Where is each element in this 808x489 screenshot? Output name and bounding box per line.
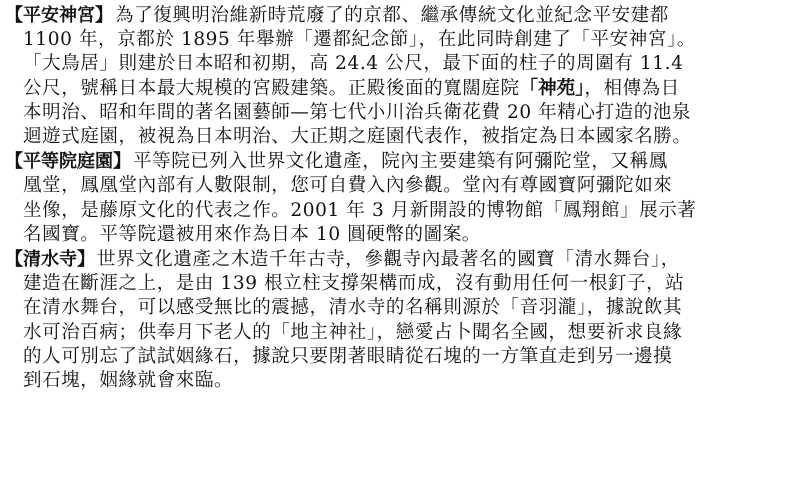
text-line: 凰堂，鳳凰堂內部有人數限制，您可自費入內參觀。堂內有尊國寶阿彌陀如來 — [23, 175, 673, 197]
text-line: 到石塊，姻緣就會來臨。 — [23, 370, 234, 392]
section-byodoin-garden — [5, 150, 802, 247]
text-line-content: 為了復興明治維新時荒廢了的京都、繼承傳統文化並紀念平安建都 — [115, 5, 669, 26]
section-kiyomizu-dera — [5, 248, 802, 393]
text-line-content: ，相傳為日 — [584, 77, 680, 99]
section-heading: 【平安神宮】 — [5, 5, 113, 26]
section-heading: 【清水寺】 — [5, 249, 95, 271]
text-line: 水可治百病；供奉月下老人的「地主神社」，戀愛占卜聞名全國，想要祈求良緣 — [23, 321, 683, 343]
text-line: 的人可別忘了試試姻緣石，據說只要閉著眼睛從石塊的一方筆直走到另一邊摸 — [23, 345, 673, 367]
section-heading: 【平等院庭園】 — [5, 151, 131, 173]
text-line — [5, 4, 802, 28]
text-line — [5, 77, 802, 101]
text-line: 坐像，是藤原文化的代表之作。2001 年 3 月新開設的博物館「鳳翔館」展示著 — [23, 199, 697, 221]
highlighted-term: 「神苑」 — [519, 77, 585, 99]
text-line-content: 平等院已列入世界文化遺產，院內主要建築有阿彌陀堂，又稱鳳 — [133, 151, 668, 173]
text-line: 1100 年，京都於 1895 年舉辦「遷都紀念節」，在此同時創建了「平安神宮」。 — [23, 29, 696, 51]
text-line: 名國寶。平等院還被用來作為日本 10 圓硬幣的圖案。 — [23, 223, 481, 245]
text-line: 建造在斷涯之上，是由 139 根立柱支撐架構而成，沒有動用任何一根釘子，站 — [23, 273, 685, 295]
text-line: 本明治、昭和年間的著名園藝師—第七代小川治兵衛花費 20 年精心打造的池泉 — [23, 101, 692, 123]
text-line-content: 公尺，號稱日本最大規模的宮殿建築。正殿後面的寬闊庭院 — [23, 77, 520, 99]
text-line-content: 世界文化遺產之木造千年古寺，參觀寺內最著名的國寶「清水舞台」， — [97, 249, 680, 271]
text-line — [5, 150, 802, 174]
text-line — [5, 248, 802, 272]
section-heian-jingu — [5, 4, 802, 149]
text-line: 在清水舞台，可以感受無比的震撼，清水寺的名稱則源於「音羽瀧」，據說飲其 — [23, 297, 683, 319]
text-line: 「大鳥居」則建於日本昭和初期，高 24.4 公尺，最下面的柱子的周圍有 11.4 — [23, 53, 684, 75]
text-line: 迴遊式庭園，被視為日本明治、大正期之庭園代表作，被指定為日本國家名勝。 — [23, 126, 692, 148]
